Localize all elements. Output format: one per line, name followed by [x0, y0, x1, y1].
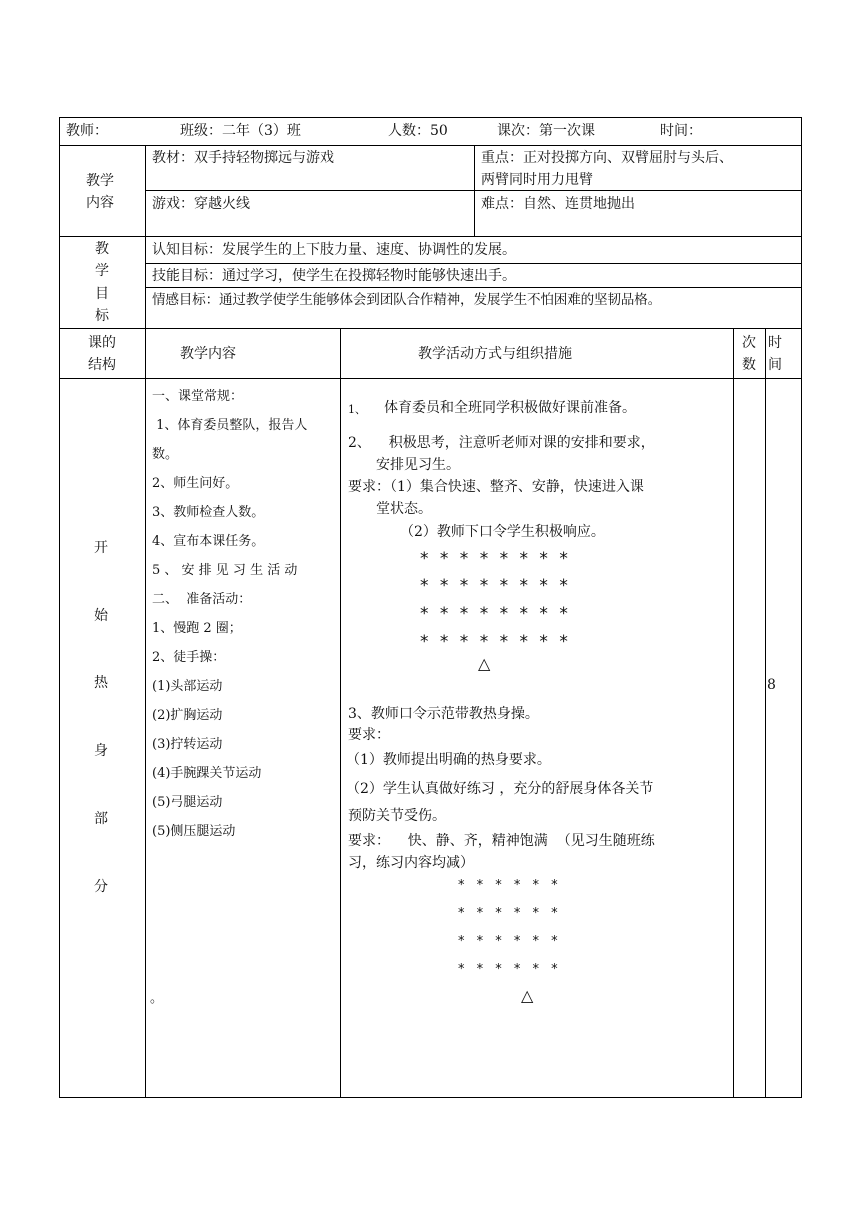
- activity-item-number: 1、: [348, 403, 366, 416]
- class-label: 班级：二年（3）班: [180, 123, 301, 139]
- key-point-text: 重点：正对投掷方向、双臂屈肘与头后、: [481, 150, 733, 166]
- cognitive-goal: 认知目标：发展学生的上下肢力量、速度、协调性的发展。: [152, 242, 516, 258]
- part-name-char: 热: [94, 675, 108, 691]
- activity-item: 3、教师口令示范带教热身操。: [348, 706, 539, 722]
- content-line: (3)拧转运动: [152, 737, 223, 752]
- table-rule: [340, 328, 341, 1098]
- content-line: (5)侧压腿运动: [152, 824, 236, 839]
- table-rule: [474, 145, 475, 237]
- table-rule: [145, 287, 802, 288]
- content-section-label: 教学: [86, 173, 114, 189]
- content-line: (4)手腕踝关节运动: [152, 766, 262, 781]
- goals-label-char: 学: [95, 263, 109, 279]
- duration-header: 时: [768, 335, 782, 351]
- table-border-left: [59, 117, 60, 1098]
- requirement-text: 堂状态。: [376, 501, 432, 517]
- emotion-goal: 情感目标：通过教学使学生能够体会到团队合作精神，发展学生不怕困难的坚韧品格。: [152, 292, 661, 308]
- content-line: 2、徒手操：: [152, 650, 226, 665]
- content-line: 一、课堂常规：: [152, 389, 244, 404]
- duration-value: 8: [767, 677, 776, 693]
- content-section-label: 内容: [86, 195, 114, 211]
- requirement-text: 预防关节受伤。: [348, 808, 446, 824]
- table-rule: [59, 145, 802, 146]
- requirement-text: （2）教师下口令学生积极响应。: [400, 524, 605, 540]
- skill-goal: 技能目标：通过学习，使学生在投掷轻物时能够快速出手。: [152, 268, 516, 284]
- structure-header: 结构: [88, 357, 116, 373]
- part-name-char: 身: [94, 743, 108, 759]
- formation-row: * * * * * * * *: [420, 604, 571, 624]
- requirement-title: 要求：: [348, 727, 390, 743]
- formation-row: * * * * * *: [458, 962, 558, 977]
- content-line: 5 、 安 排 见 习 生 活 动: [152, 563, 298, 578]
- formation-row: * * * * * *: [458, 934, 558, 949]
- formation-row: * * * * * * * *: [420, 576, 571, 596]
- part-name-char: 开: [94, 540, 108, 556]
- requirement-text: （2）学生认真做好练习 ，充分的舒展身体各关节: [346, 781, 654, 797]
- requirement-text: （1）教师提出明确的热身要求。: [346, 752, 551, 768]
- table-rule: [145, 263, 802, 264]
- table-border-bottom: [59, 1097, 802, 1098]
- table-rule: [765, 328, 766, 1098]
- table-rule: [145, 145, 146, 1098]
- requirement-text: 要求： 快、静、齐，精神饱满 （见习生随班练: [348, 833, 655, 849]
- table-rule: [59, 236, 802, 237]
- content-header: 教学内容: [180, 346, 236, 362]
- table-rule: [59, 328, 802, 329]
- formation-row: * * * * * *: [458, 906, 558, 921]
- time-label: 时间：: [660, 123, 702, 139]
- game-text: 游戏：穿越火线: [152, 196, 250, 212]
- difficulty-text: 难点：自然、连贯地抛出: [481, 196, 635, 212]
- key-point-text: 两臂同时用力甩臂: [481, 172, 593, 188]
- duration-header: 间: [768, 357, 782, 373]
- activity-item: 2、 积极思考，注意听老师对课的安排和要求，: [348, 435, 655, 451]
- content-line: 3、教师检查人数。: [152, 505, 265, 520]
- goals-label-char: 目: [95, 286, 109, 302]
- content-line: 1、慢跑 2 圈；: [152, 621, 242, 636]
- content-line: (1)头部运动: [152, 679, 223, 694]
- part-name-char: 部: [94, 811, 108, 827]
- content-tail: 。: [150, 991, 164, 1006]
- goals-label-char: 教: [95, 241, 109, 257]
- content-line: 2、师生问好。: [152, 476, 239, 491]
- content-line: 4、宣布本课任务。: [152, 534, 265, 549]
- requirement-text: 习，练习内容均减）: [348, 855, 474, 871]
- formation-row: * * * * * * * *: [420, 632, 571, 652]
- content-line: 二、 准备活动：: [152, 592, 252, 607]
- student-count-label: 人数：50: [388, 123, 448, 139]
- teacher-label: 教师：: [66, 123, 108, 139]
- formation-row: * * * * * *: [458, 878, 558, 893]
- lesson-number-label: 课次：第一次课: [497, 123, 595, 139]
- table-border-top: [59, 117, 802, 118]
- content-line: (2)扩胸运动: [152, 708, 223, 723]
- table-border-right: [801, 117, 802, 1098]
- teacher-triangle-icon: △: [478, 654, 491, 673]
- structure-header: 课的: [88, 335, 116, 351]
- activity-item: 安排见习生。: [376, 457, 460, 473]
- times-header: 数: [742, 357, 756, 373]
- activity-header: 教学活动方式与组织措施: [418, 346, 572, 362]
- goals-label-char: 标: [95, 308, 109, 324]
- material-text: 教材：双手持轻物掷远与游戏: [152, 150, 334, 166]
- teacher-triangle-icon: △: [521, 986, 534, 1005]
- part-name-char: 分: [94, 879, 108, 895]
- formation-row: * * * * * * * *: [420, 549, 571, 569]
- part-name-char: 始: [94, 608, 108, 624]
- content-line: (5)弓腿运动: [152, 795, 223, 810]
- requirement-text: 要求：（1）集合快速、整齐、安静，快速进入课: [348, 479, 644, 495]
- table-rule: [733, 328, 734, 1098]
- content-line: 1、体育委员整队，报告人: [152, 418, 308, 433]
- table-rule: [59, 378, 802, 379]
- content-line: 数。: [152, 447, 179, 462]
- times-header: 次: [742, 335, 756, 351]
- activity-item: 体育委员和全班同学积极做好课前准备。: [384, 400, 636, 416]
